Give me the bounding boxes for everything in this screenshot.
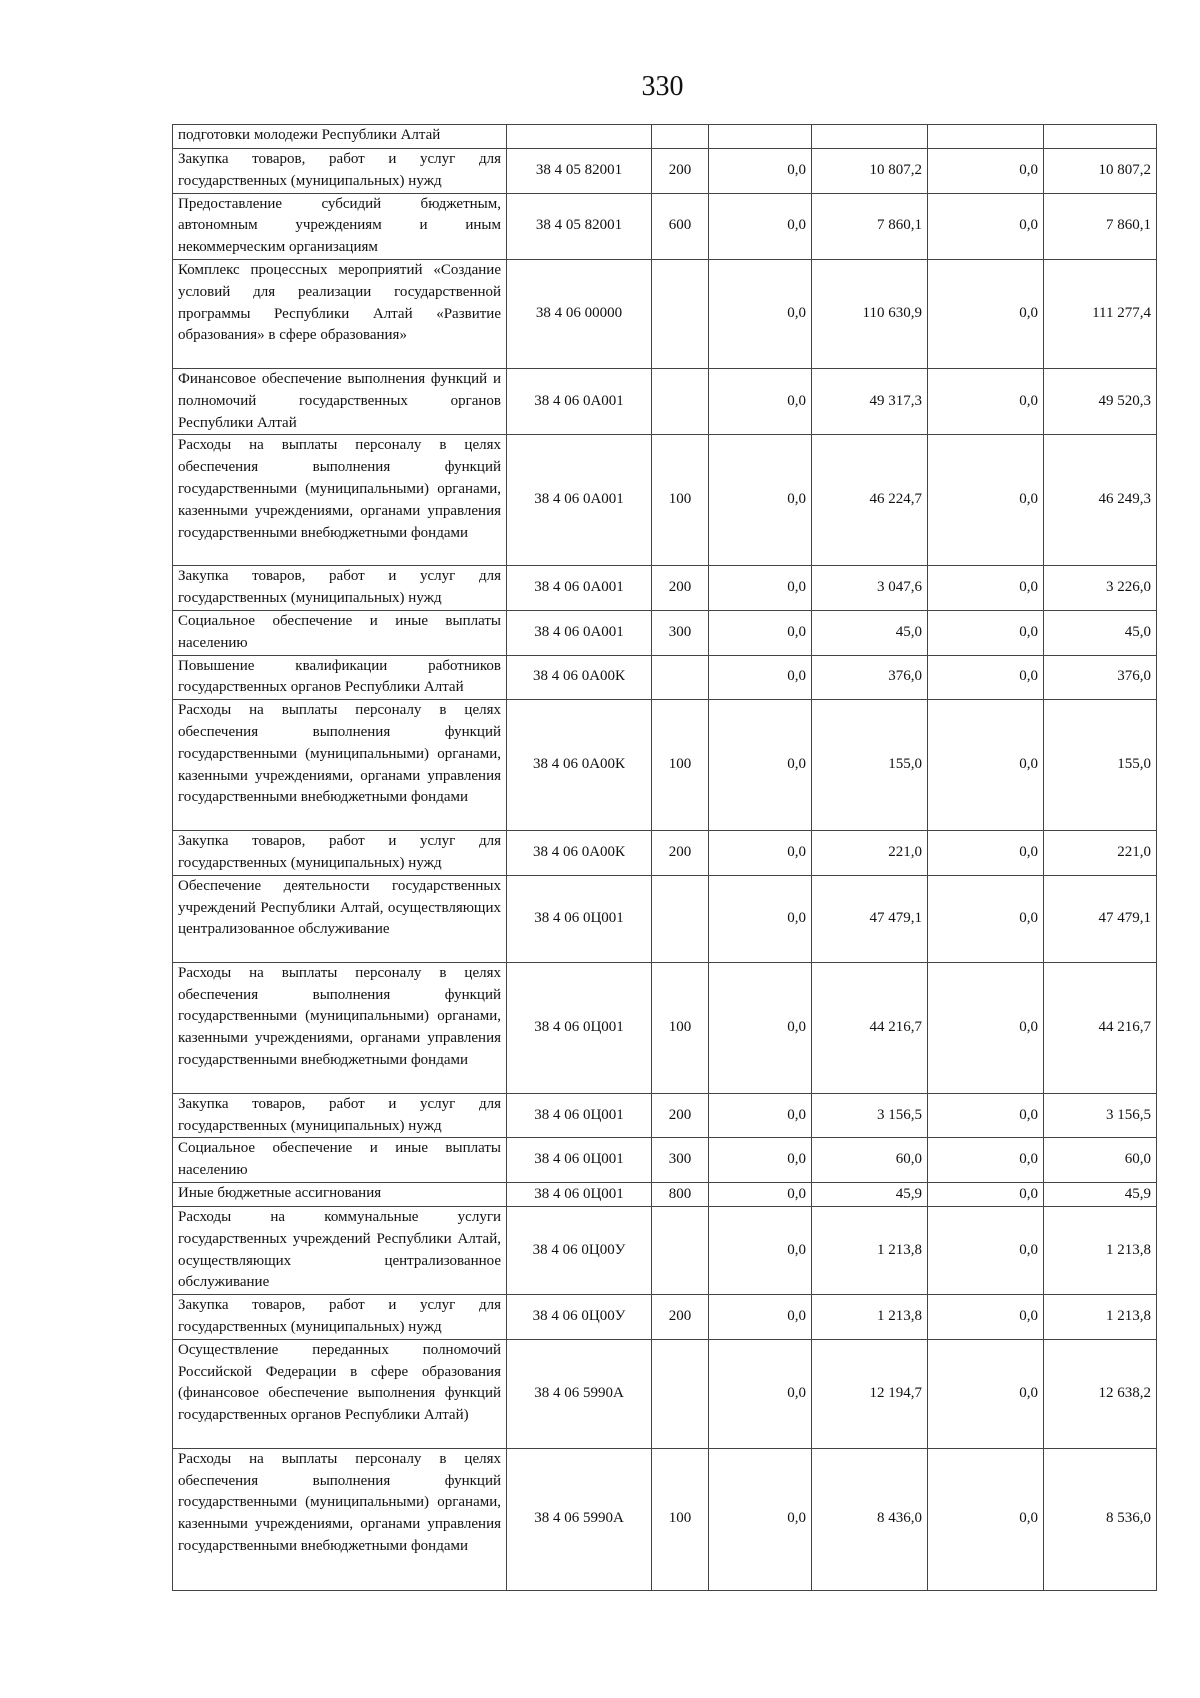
- amount-column-3: 0,0: [928, 149, 1044, 194]
- amount-total: 12 638,2: [1044, 1339, 1157, 1448]
- amount-column-1: 0,0: [709, 566, 812, 611]
- row-description: Комплекс процессных мероприятий «Создание условий для реализации государственной программы Республики Алтай «Развитие образования» в сфере образования»: [173, 259, 507, 368]
- target-article-code: 38 4 06 00000: [507, 259, 652, 368]
- target-article-code: 38 4 06 5990А: [507, 1448, 652, 1590]
- expense-type-code: 200: [652, 149, 709, 194]
- amount-total: 1 213,8: [1044, 1295, 1157, 1340]
- expense-type-code: 100: [652, 962, 709, 1093]
- table-row: [173, 962, 1157, 1093]
- page-number: 330: [641, 71, 684, 102]
- table-body: [173, 125, 1157, 1591]
- amount-total: 376,0: [1044, 655, 1157, 700]
- amount-total: 10 807,2: [1044, 149, 1157, 194]
- amount-column-1: 0,0: [709, 875, 812, 962]
- amount-total: 60,0: [1044, 1138, 1157, 1183]
- table-row: [173, 1182, 1157, 1206]
- row-description: Расходы на выплаты персоналу в целях обеспечения выполнения функций государственными (муниципальными) органами, казенными учреждениями, органами управления государственными внебюджетными фондами: [173, 1448, 507, 1590]
- amount-total: 8 536,0: [1044, 1448, 1157, 1590]
- target-article-code: 38 4 06 0Ц001: [507, 1182, 652, 1206]
- amount-column-2: 221,0: [812, 831, 928, 876]
- expense-type-code: 200: [652, 1295, 709, 1340]
- amount-column-2: 1 213,8: [812, 1206, 928, 1294]
- table-row: [173, 435, 1157, 566]
- expense-type-code: [652, 875, 709, 962]
- row-description: Социальное обеспечение и иные выплаты населению: [173, 1138, 507, 1183]
- target-article-code: 38 4 06 0А001: [507, 610, 652, 655]
- target-article-code: 38 4 06 0А00К: [507, 700, 652, 831]
- row-description: Финансовое обеспечение выполнения функций и полномочий государственных органов Республики Алтай: [173, 368, 507, 434]
- table-row: [173, 1206, 1157, 1294]
- expense-type-code: 100: [652, 435, 709, 566]
- amount-column-3: 0,0: [928, 1339, 1044, 1448]
- amount-column-1: 0,0: [709, 610, 812, 655]
- row-description: Расходы на выплаты персоналу в целях обеспечения выполнения функций государственными (муниципальными) органами, казенными учреждениями, органами управления государственными внебюджетными фондами: [173, 962, 507, 1093]
- target-article-code: 38 4 06 0А00К: [507, 831, 652, 876]
- table-row: [173, 831, 1157, 876]
- amount-column-2: 3 047,6: [812, 566, 928, 611]
- amount-total: 49 520,3: [1044, 368, 1157, 434]
- amount-column-3: 0,0: [928, 1093, 1044, 1138]
- target-article-code: 38 4 06 0А001: [507, 566, 652, 611]
- row-description: Закупка товаров, работ и услуг для государственных (муниципальных) нужд: [173, 149, 507, 194]
- table-row: [173, 1138, 1157, 1183]
- expense-type-code: [652, 1339, 709, 1448]
- amount-column-1: 0,0: [709, 1093, 812, 1138]
- target-article-code: 38 4 06 0А00К: [507, 655, 652, 700]
- expense-type-code: 300: [652, 610, 709, 655]
- amount-column-3: 0,0: [928, 962, 1044, 1093]
- amount-column-2: 7 860,1: [812, 193, 928, 259]
- amount-column-2: 44 216,7: [812, 962, 928, 1093]
- target-article-code: 38 4 06 0А001: [507, 368, 652, 434]
- amount-total: 1 213,8: [1044, 1206, 1157, 1294]
- amount-column-3: 0,0: [928, 566, 1044, 611]
- table-row: [173, 655, 1157, 700]
- row-description: Закупка товаров, работ и услуг для государственных (муниципальных) нужд: [173, 566, 507, 611]
- row-description: подготовки молодежи Республики Алтай: [173, 125, 507, 149]
- target-article-code: [507, 125, 652, 149]
- expense-type-code: 200: [652, 1093, 709, 1138]
- amount-column-3: 0,0: [928, 1448, 1044, 1590]
- amount-total: 45,0: [1044, 610, 1157, 655]
- table-row: [173, 566, 1157, 611]
- amount-column-1: 0,0: [709, 1339, 812, 1448]
- target-article-code: 38 4 06 0А001: [507, 435, 652, 566]
- amount-column-2: 46 224,7: [812, 435, 928, 566]
- amount-total: [1044, 125, 1157, 149]
- amount-column-3: 0,0: [928, 1138, 1044, 1183]
- expense-type-code: [652, 368, 709, 434]
- amount-total: 155,0: [1044, 700, 1157, 831]
- row-description: Закупка товаров, работ и услуг для государственных (муниципальных) нужд: [173, 1093, 507, 1138]
- table-row: [173, 700, 1157, 831]
- target-article-code: 38 4 06 5990А: [507, 1339, 652, 1448]
- amount-column-3: 0,0: [928, 435, 1044, 566]
- amount-column-1: 0,0: [709, 655, 812, 700]
- expense-type-code: 600: [652, 193, 709, 259]
- amount-column-2: 3 156,5: [812, 1093, 928, 1138]
- amount-column-2: 110 630,9: [812, 259, 928, 368]
- expense-type-code: [652, 1206, 709, 1294]
- row-description: Осуществление переданных полномочий Российской Федерации в сфере образования (финансовое обеспечение выполнения функций государственных органов Республики Алтай): [173, 1339, 507, 1448]
- amount-column-1: 0,0: [709, 368, 812, 434]
- amount-column-3: 0,0: [928, 1206, 1044, 1294]
- expense-type-code: [652, 125, 709, 149]
- amount-column-2: 1 213,8: [812, 1295, 928, 1340]
- budget-table: [172, 124, 1157, 1591]
- expense-type-code: 300: [652, 1138, 709, 1183]
- row-description: Закупка товаров, работ и услуг для государственных (муниципальных) нужд: [173, 1295, 507, 1340]
- row-description: Закупка товаров, работ и услуг для государственных (муниципальных) нужд: [173, 831, 507, 876]
- amount-column-2: 12 194,7: [812, 1339, 928, 1448]
- target-article-code: 38 4 06 0Ц001: [507, 1138, 652, 1183]
- amount-column-1: 0,0: [709, 1295, 812, 1340]
- target-article-code: 38 4 06 0Ц00У: [507, 1295, 652, 1340]
- amount-column-1: 0,0: [709, 149, 812, 194]
- expense-type-code: 200: [652, 566, 709, 611]
- amount-total: 3 156,5: [1044, 1093, 1157, 1138]
- table-row: [173, 1339, 1157, 1448]
- expense-type-code: 100: [652, 700, 709, 831]
- amount-column-1: 0,0: [709, 435, 812, 566]
- amount-total: 111 277,4: [1044, 259, 1157, 368]
- amount-column-1: 0,0: [709, 700, 812, 831]
- amount-column-1: 0,0: [709, 831, 812, 876]
- expense-type-code: [652, 259, 709, 368]
- amount-column-3: 0,0: [928, 655, 1044, 700]
- amount-column-3: 0,0: [928, 831, 1044, 876]
- amount-column-1: 0,0: [709, 193, 812, 259]
- amount-column-1: [709, 125, 812, 149]
- amount-column-2: 47 479,1: [812, 875, 928, 962]
- target-article-code: 38 4 06 0Ц00У: [507, 1206, 652, 1294]
- amount-total: 7 860,1: [1044, 193, 1157, 259]
- amount-total: 45,9: [1044, 1182, 1157, 1206]
- amount-column-3: 0,0: [928, 610, 1044, 655]
- expense-type-code: [652, 655, 709, 700]
- target-article-code: 38 4 06 0Ц001: [507, 962, 652, 1093]
- amount-column-2: 376,0: [812, 655, 928, 700]
- amount-column-3: 0,0: [928, 1182, 1044, 1206]
- table-row: [173, 1448, 1157, 1590]
- row-description: Расходы на выплаты персоналу в целях обеспечения выполнения функций государственными (муниципальными) органами, казенными учреждениями, органами управления государственными внебюджетными фондами: [173, 435, 507, 566]
- amount-column-1: 0,0: [709, 1182, 812, 1206]
- amount-column-3: 0,0: [928, 193, 1044, 259]
- target-article-code: 38 4 05 82001: [507, 193, 652, 259]
- amount-column-3: 0,0: [928, 700, 1044, 831]
- amount-column-2: 10 807,2: [812, 149, 928, 194]
- amount-column-1: 0,0: [709, 1206, 812, 1294]
- table-row: [173, 1295, 1157, 1340]
- row-description: Повышение квалификации работников государственных органов Республики Алтай: [173, 655, 507, 700]
- amount-column-3: 0,0: [928, 875, 1044, 962]
- amount-column-1: 0,0: [709, 1138, 812, 1183]
- amount-column-3: 0,0: [928, 1295, 1044, 1340]
- target-article-code: 38 4 06 0Ц001: [507, 875, 652, 962]
- amount-column-2: 45,0: [812, 610, 928, 655]
- amount-column-2: 49 317,3: [812, 368, 928, 434]
- row-description: Расходы на коммунальные услуги государственных учреждений Республики Алтай, осуществляющих централизованное обслуживание: [173, 1206, 507, 1294]
- row-description: Социальное обеспечение и иные выплаты населению: [173, 610, 507, 655]
- amount-column-2: [812, 125, 928, 149]
- expense-type-code: 200: [652, 831, 709, 876]
- amount-column-2: 8 436,0: [812, 1448, 928, 1590]
- row-description: Расходы на выплаты персоналу в целях обеспечения выполнения функций государственными (муниципальными) органами, казенными учреждениями, органами управления государственными внебюджетными фондами: [173, 700, 507, 831]
- amount-column-2: 45,9: [812, 1182, 928, 1206]
- amount-total: 46 249,3: [1044, 435, 1157, 566]
- table-row: [173, 610, 1157, 655]
- expense-type-code: 800: [652, 1182, 709, 1206]
- table-row: [173, 875, 1157, 962]
- amount-column-1: 0,0: [709, 259, 812, 368]
- table-row: [173, 1093, 1157, 1138]
- table-row: [173, 149, 1157, 194]
- amount-column-3: [928, 125, 1044, 149]
- amount-column-1: 0,0: [709, 962, 812, 1093]
- amount-total: 221,0: [1044, 831, 1157, 876]
- row-description: Иные бюджетные ассигнования: [173, 1182, 507, 1206]
- amount-column-2: 155,0: [812, 700, 928, 831]
- table-row: [173, 368, 1157, 434]
- amount-column-3: 0,0: [928, 259, 1044, 368]
- expense-type-code: 100: [652, 1448, 709, 1590]
- target-article-code: 38 4 06 0Ц001: [507, 1093, 652, 1138]
- row-description: Предоставление субсидий бюджетным, автономным учреждениям и иным некоммерческим организациям: [173, 193, 507, 259]
- amount-total: 44 216,7: [1044, 962, 1157, 1093]
- table-row: [173, 259, 1157, 368]
- table-row: [173, 193, 1157, 259]
- row-description: Обеспечение деятельности государственных учреждений Республики Алтай, осуществляющих централизованное обслуживание: [173, 875, 507, 962]
- amount-column-1: 0,0: [709, 1448, 812, 1590]
- amount-column-2: 60,0: [812, 1138, 928, 1183]
- table-row: [173, 125, 1157, 149]
- amount-total: 3 226,0: [1044, 566, 1157, 611]
- target-article-code: 38 4 05 82001: [507, 149, 652, 194]
- amount-total: 47 479,1: [1044, 875, 1157, 962]
- amount-column-3: 0,0: [928, 368, 1044, 434]
